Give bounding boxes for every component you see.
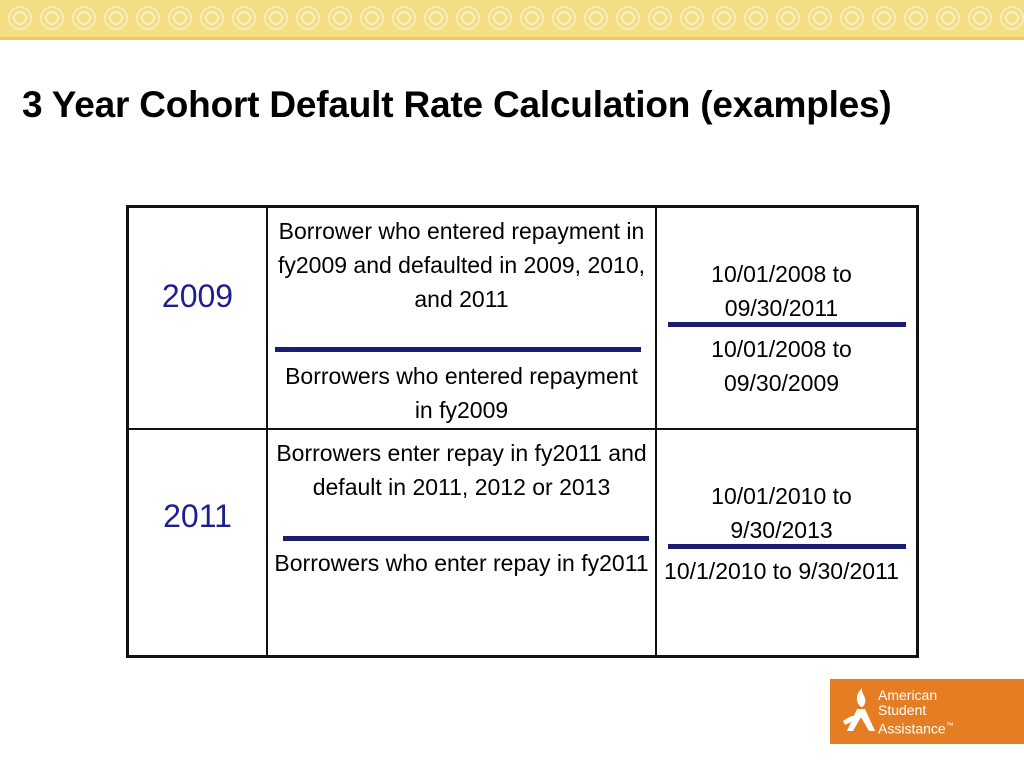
date-range-denominator-2009: 10/01/2008 to 09/30/2009 <box>711 336 852 396</box>
cohort-table <box>126 205 919 658</box>
decorative-top-band <box>0 0 1024 37</box>
row-divider <box>129 428 916 430</box>
description-denominator-2011: Borrowers who enter repay in fy2011 <box>274 550 649 576</box>
logo-line-2: Student <box>878 702 927 718</box>
top-band-edge <box>0 37 1024 40</box>
trademark-symbol: ™ <box>945 721 954 730</box>
date-range-denominator-2011: 10/1/2010 to 9/30/2011 <box>664 558 899 584</box>
american-student-assistance-logo <box>830 679 1024 744</box>
description-numerator-2011: Borrowers enter repay in fy2011 and default in 2011, 2012 or 2013 <box>276 440 647 500</box>
logo-line-1: American <box>878 687 938 703</box>
year-cell-2011: 2011 <box>163 498 232 534</box>
column-divider-2 <box>655 208 657 655</box>
description-numerator-2009: Borrower who entered repayment in fy2009 and defaulted in 2009, 2010, and 2011 <box>277 218 646 312</box>
page-title: 3 Year Cohort Default Rate Calculation (examples) <box>22 84 892 125</box>
column-divider-1 <box>266 208 268 655</box>
fraction-divider-date-2009 <box>668 322 906 327</box>
logo-line-3: Assistance™ <box>878 720 954 737</box>
description-denominator-2009: Borrowers who entered repayment in fy2009 <box>285 363 638 423</box>
fraction-divider-description-2009 <box>275 347 641 352</box>
fraction-divider-date-2011 <box>668 544 906 549</box>
date-range-numerator-2009: 10/01/2008 to 09/30/2011 <box>711 261 852 321</box>
logo-wordmark <box>878 688 954 737</box>
date-range-numerator-2011: 10/01/2010 to 9/30/2013 <box>711 483 852 543</box>
year-cell-2009: 2009 <box>161 278 234 314</box>
fraction-divider-description-2011 <box>283 536 649 541</box>
